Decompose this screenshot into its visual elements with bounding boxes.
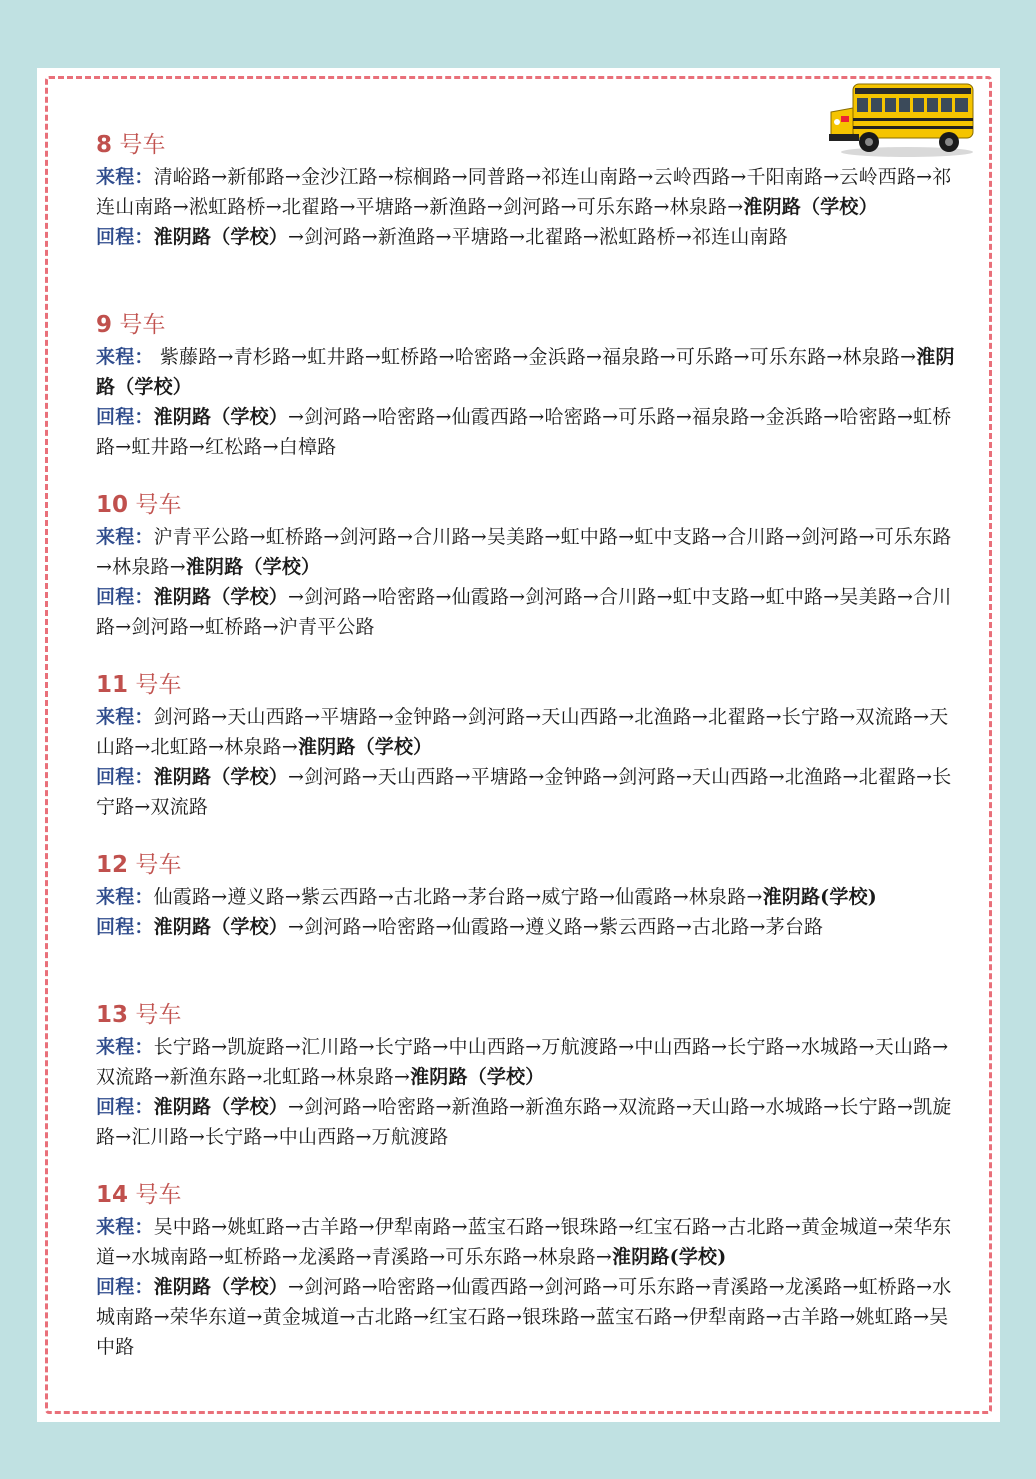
route-number: 9 [96, 312, 113, 338]
return-route [96, 1272, 956, 1362]
return-stops: →剑河路→哈密路→仙霞路→剑河路→合川路→虹中支路→虹中路→吴美路→合川路→剑河路→虹桥路→沪青平公路 [96, 586, 952, 638]
return-route [96, 1092, 956, 1152]
outbound-stops: 沪青平公路→虹桥路→剑河路→合川路→吴美路→虹中路→虹中支路→合川路→剑河路→可乐东路→林泉路→ [96, 526, 952, 578]
return-route [96, 912, 956, 942]
route-suffix: 号车 [112, 312, 166, 338]
outbound-destination: 淮阴路（学校） [297, 736, 433, 758]
return-label: 回程： [96, 1276, 154, 1298]
return-label: 回程： [96, 916, 154, 938]
route-suffix: 号车 [128, 672, 182, 698]
bus-route-8 [96, 130, 956, 310]
route-title [96, 310, 956, 340]
outbound-route [96, 1212, 956, 1272]
route-number: 11 [96, 672, 129, 698]
outbound-route [96, 522, 956, 582]
return-origin: 淮阴路（学校） [153, 1096, 289, 1118]
route-number: 8 [96, 132, 113, 158]
route-number: 14 [96, 1182, 129, 1208]
route-number: 13 [96, 1002, 129, 1028]
route-suffix: 号车 [128, 1182, 182, 1208]
route-title [96, 670, 956, 700]
outbound-route [96, 702, 956, 762]
outbound-stops: 紫藤路→青杉路→虹井路→虹桥路→哈密路→金浜路→福泉路→可乐路→可乐东路→林泉路→ [153, 346, 917, 368]
route-number: 12 [96, 852, 129, 878]
outbound-destination: 淮阴路（学校） [96, 346, 955, 398]
route-suffix: 号车 [128, 492, 182, 518]
outbound-label: 来程： [96, 886, 154, 908]
return-stops: →剑河路→哈密路→仙霞西路→剑河路→可乐东路→青溪路→龙溪路→虹桥路→水城南路→荣华东道→黄金城道→古北路→红宝石路→银珠路→蓝宝石路→伊犁南路→古羊路→姚虹路→吴中路 [96, 1276, 952, 1358]
route-title [96, 1180, 956, 1210]
bus-route-13 [96, 1000, 956, 1180]
outbound-route [96, 1032, 956, 1092]
outbound-stops: 吴中路→姚虹路→古羊路→伊犁南路→蓝宝石路→银珠路→红宝石路→古北路→黄金城道→荣华东道→水城南路→虹桥路→龙溪路→青溪路→可乐东路→林泉路→ [96, 1216, 952, 1268]
outbound-label: 来程： [96, 346, 154, 368]
outbound-destination: 淮阴路(学校) [762, 886, 877, 908]
bus-route-14 [96, 1180, 956, 1380]
bus-route-10 [96, 490, 956, 670]
outbound-destination: 淮阴路（学校） [410, 1066, 545, 1088]
return-route [96, 762, 956, 822]
route-number: 10 [96, 492, 129, 518]
return-origin: 淮阴路（学校） [153, 226, 289, 248]
route-suffix: 号车 [128, 1002, 182, 1028]
bus-route-12 [96, 850, 956, 1000]
route-title [96, 490, 956, 520]
return-origin: 淮阴路（学校） [153, 916, 289, 938]
outbound-stops: 清峪路→新郁路→金沙江路→棕榈路→同普路→祁连山南路→云岭西路→千阳南路→云岭西路→祁连山南路→淞虹路桥→北翟路→平塘路→新渔路→剑河路→可乐东路→林泉路→ [96, 166, 952, 218]
return-label: 回程： [96, 586, 154, 608]
route-list [96, 130, 956, 1380]
return-route [96, 222, 956, 252]
outbound-destination: 淮阴路(学校) [612, 1246, 727, 1268]
outbound-label: 来程： [96, 706, 154, 728]
return-stops: →剑河路→哈密路→仙霞西路→哈密路→可乐路→福泉路→金浜路→哈密路→虹桥路→虹井路→红松路→白樟路 [96, 406, 952, 458]
outbound-stops: 长宁路→凯旋路→汇川路→长宁路→中山西路→万航渡路→中山西路→长宁路→水城路→天山路→双流路→新渔东路→北虹路→林泉路→ [96, 1036, 949, 1088]
outbound-route [96, 342, 956, 402]
return-label: 回程： [96, 226, 154, 248]
return-route [96, 402, 956, 462]
outbound-label: 来程： [96, 1036, 154, 1058]
return-label: 回程： [96, 766, 154, 788]
outbound-label: 来程： [96, 166, 154, 188]
outbound-label: 来程： [96, 526, 154, 548]
page [37, 68, 1000, 1422]
outbound-route [96, 162, 956, 222]
route-title [96, 1000, 956, 1030]
return-label: 回程： [96, 406, 154, 428]
route-title [96, 850, 956, 880]
return-stops: →剑河路→哈密路→新渔路→新渔东路→双流路→天山路→水城路→长宁路→凯旋路→汇川路→长宁路→中山西路→万航渡路 [96, 1096, 952, 1148]
return-origin: 淮阴路（学校） [153, 586, 289, 608]
route-suffix: 号车 [128, 852, 182, 878]
outbound-stops: 仙霞路→遵义路→紫云西路→古北路→茅台路→威宁路→仙霞路→林泉路→ [153, 886, 763, 908]
route-suffix: 号车 [112, 132, 166, 158]
return-origin: 淮阴路（学校） [153, 406, 289, 428]
outbound-label: 来程： [96, 1216, 154, 1238]
return-origin: 淮阴路（学校） [153, 766, 289, 788]
return-stops: →剑河路→哈密路→仙霞路→遵义路→紫云西路→古北路→茅台路 [288, 916, 824, 938]
return-origin: 淮阴路（学校） [153, 1276, 289, 1298]
return-route [96, 582, 956, 642]
outbound-route [96, 882, 956, 912]
return-label: 回程： [96, 1096, 154, 1118]
outbound-destination: 淮阴路（学校） [743, 196, 878, 218]
outbound-destination: 淮阴路（学校） [185, 556, 321, 578]
outbound-stops: 剑河路→天山西路→平塘路→金钟路→剑河路→天山西路→北渔路→北翟路→长宁路→双流路→天山路→北虹路→林泉路→ [96, 706, 949, 758]
return-stops: →剑河路→新渔路→平塘路→北翟路→淞虹路桥→祁连山南路 [288, 226, 788, 248]
bus-route-11 [96, 670, 956, 850]
return-stops: →剑河路→天山西路→平塘路→金钟路→剑河路→天山西路→北渔路→北翟路→长宁路→双流路 [96, 766, 952, 818]
route-title [96, 130, 956, 160]
bus-route-9 [96, 310, 956, 490]
